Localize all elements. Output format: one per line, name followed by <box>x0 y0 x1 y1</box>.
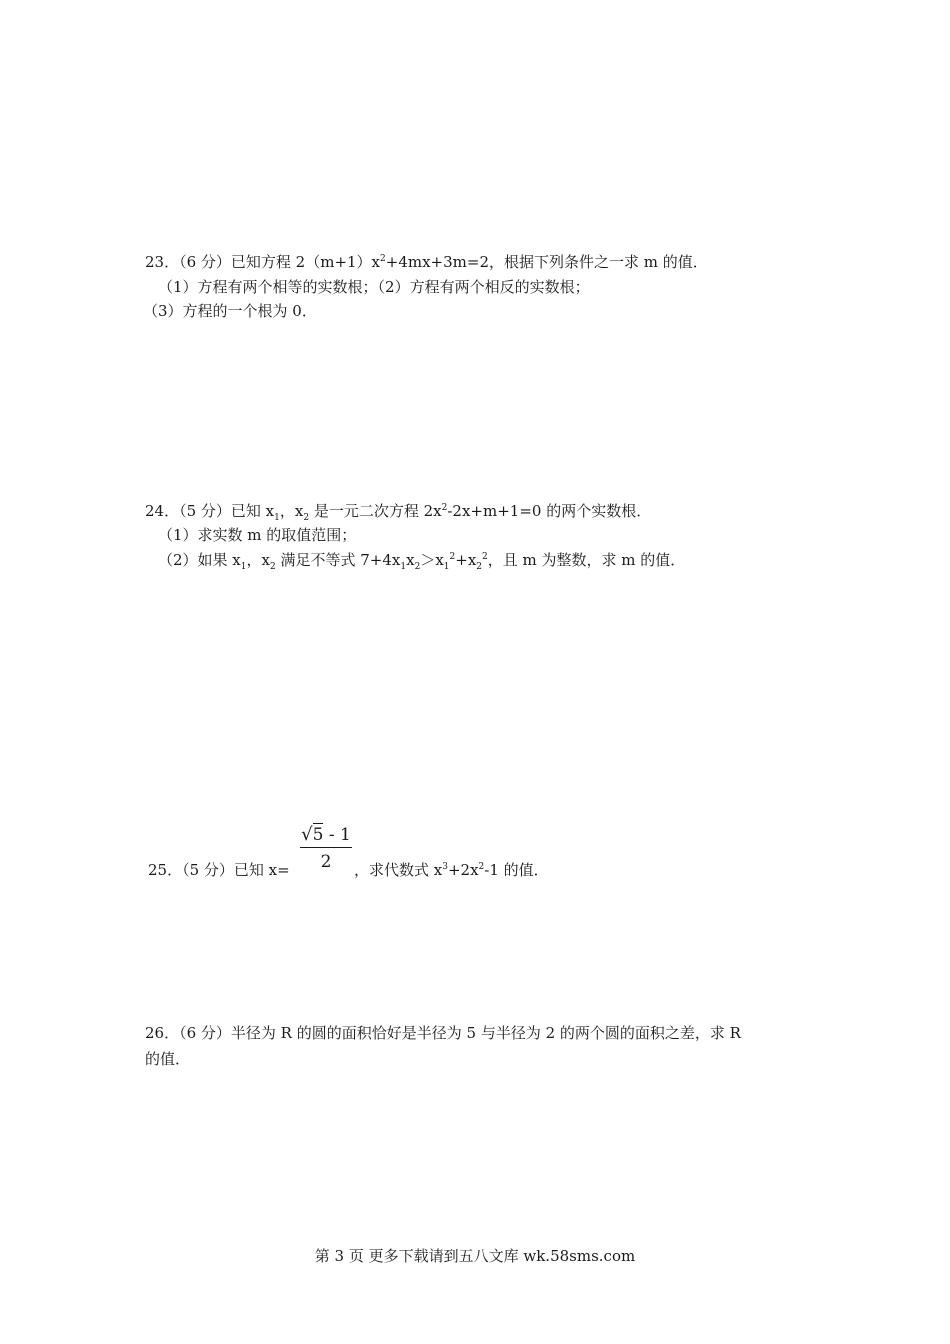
question-24-part-1: （1）求实数 m 的取值范围； <box>158 526 357 544</box>
question-23-part-1-2: （1）方程有两个相等的实数根；（2）方程有两个相反的实数根； <box>158 278 590 296</box>
question-score: （6 分） <box>179 1024 231 1042</box>
fraction-denominator: 2 <box>320 852 332 872</box>
question-number: 26． <box>145 1024 180 1042</box>
radicand: 5 <box>312 825 324 845</box>
question-25-lead: 25．（5 分）已知 x= <box>148 861 290 879</box>
question-23-part-3: （3）方程的一个根为 0． <box>143 302 317 320</box>
question-score: （5 分） <box>182 861 234 879</box>
sqrt-sign: √ <box>301 824 313 845</box>
question-24-stem: 24．（5 分）已知 $x_1$，$x_2$ 是一元二次方程 $2x^2-2x+m+1=0$ 的两个实数根． <box>145 502 652 523</box>
question-23-stem: 23．（6 分）已知方程 $2(m+1)x^2+4mx+3m=2$，根据下列条件之一求 m 的值． <box>145 253 708 271</box>
question-26-stem: 26．（6 分）半径为 R 的圆的面积恰好是半径为 5 与半径为 2 的两个圆的面积之差，求 R <box>145 1024 741 1042</box>
question-26-stem-cont: 的值． <box>145 1050 191 1068</box>
question-24-part-2: （2）如果 $x_1$，$x_2$ 满足不等式 $7+4x_1x_2>x_1^2+x_2^2$，且 m 为整数，求 m 的值． <box>158 551 686 572</box>
question-number: 24． <box>145 502 180 520</box>
question-number: 25． <box>148 861 183 879</box>
question-score: （5 分） <box>179 502 231 520</box>
page-footer: 第 3 页 更多下载请到五八文库 wk.58sms.com <box>314 1247 636 1265</box>
question-score: （6 分） <box>179 253 231 271</box>
fraction-sqrt5-minus-1-over-2 <box>300 823 352 875</box>
fraction-numerator: √5 - 1 <box>300 823 352 848</box>
question-25-tail: ，求代数式 $x^3+2x^2-1$ 的值． <box>354 861 549 879</box>
question-number: 23． <box>145 253 180 271</box>
